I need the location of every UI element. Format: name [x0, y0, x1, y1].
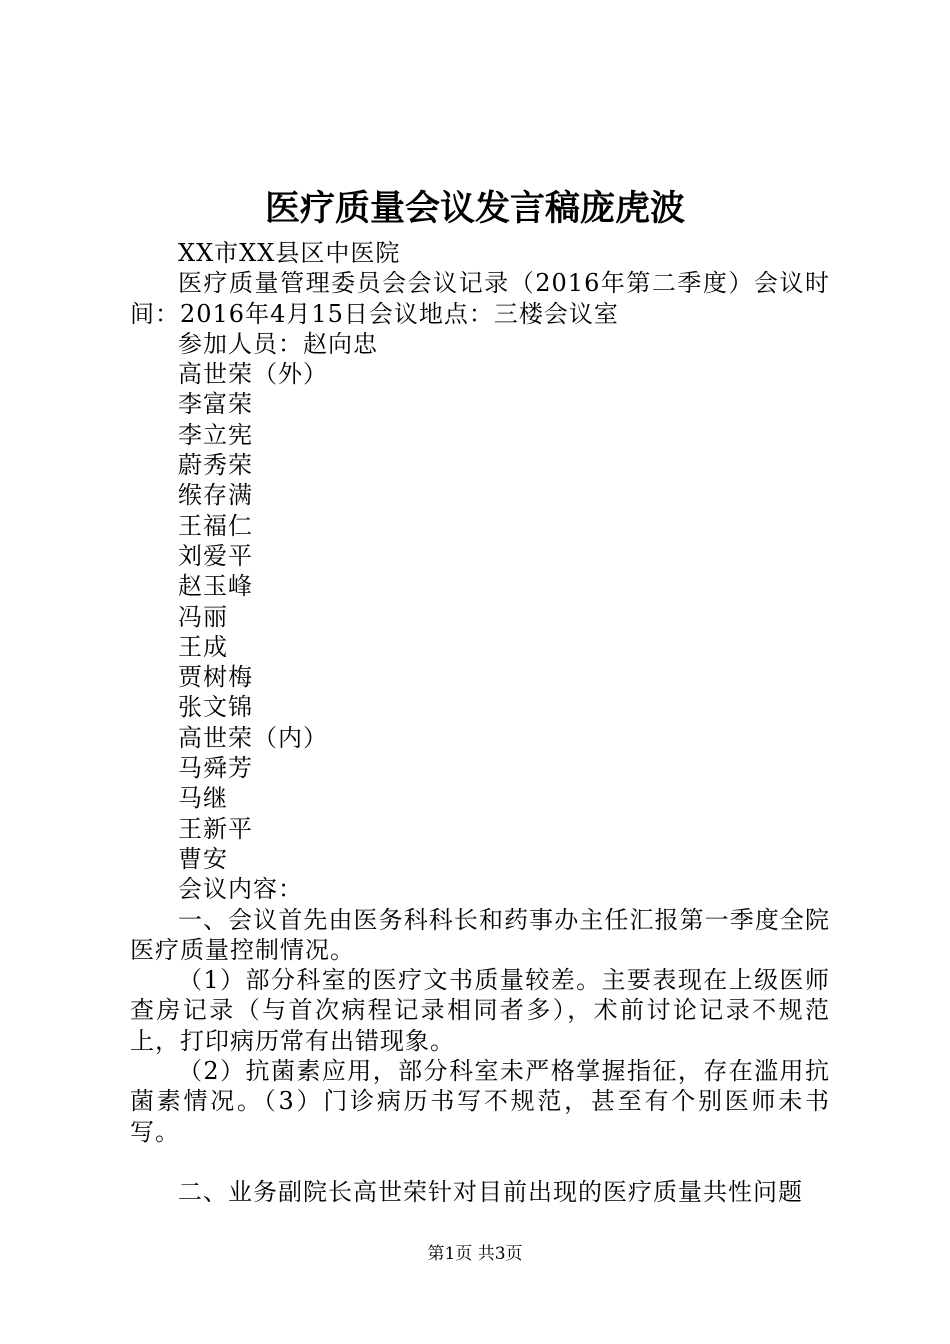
attendee-name: 赵玉峰: [178, 572, 253, 601]
hospital-name-line: XX市XX县区中医院: [178, 239, 401, 267]
attendee-name: 高世荣（外）: [178, 360, 328, 389]
attendee-name: 李立宪: [178, 420, 253, 449]
attendee-name: 王成: [178, 632, 228, 661]
meeting-record-heading: 医疗质量管理委员会会议记录（2016年第二季度）会议时间：2016年4月15日会议地点：三楼会议室: [130, 269, 830, 328]
attendee-name: 王新平: [178, 814, 253, 843]
attendee-name: 李富荣: [178, 390, 253, 419]
attendee-name: 冯丽: [178, 602, 228, 631]
attendee-name: 刘爱平: [178, 541, 253, 570]
content-paragraph: （2）抗菌素应用，部分科室未严格掌握指征，存在滥用抗菌素情况。（3）门诊病历书写不规范，甚至有个别医师未书写。: [130, 1057, 830, 1146]
document-body: [130, 238, 830, 1207]
attendee-name: 张文锦: [178, 693, 253, 722]
attendee-name: 高世荣（内）: [178, 723, 328, 752]
content-paragraph: 一、会议首先由医务科科长和药事办主任汇报第一季度全院医疗质量控制情况。: [130, 905, 830, 964]
attendee-name: 蔚秀荣: [178, 451, 253, 480]
attendees-line: 参加人员：赵向忠: [178, 329, 378, 358]
meeting-content-label: 会议内容：: [178, 875, 303, 904]
attendee-name: 贾树梅: [178, 663, 253, 692]
content-paragraph: 二、业务副院长高世荣针对目前出现的医疗质量共性问题: [178, 1177, 803, 1206]
attendee-name: 王福仁: [178, 511, 253, 540]
attendee-name: 缑存满: [178, 481, 253, 510]
content-paragraph: （1）部分科室的医疗文书质量较差。主要表现在上级医师查房记录（与首次病程记录相同者多），术前讨论记录不规范上，打印病历常有出错现象。: [130, 966, 830, 1055]
attendee-name: 马舜芳: [178, 754, 253, 783]
attendee-name: 曹安: [178, 844, 228, 873]
document-title: 医疗质量会议发言稿庞虎波: [264, 188, 685, 229]
attendee-name: 马继: [178, 784, 228, 813]
paragraph-gap: [130, 1147, 830, 1177]
page-number-footer: 第1页 共3页: [427, 1244, 523, 1264]
